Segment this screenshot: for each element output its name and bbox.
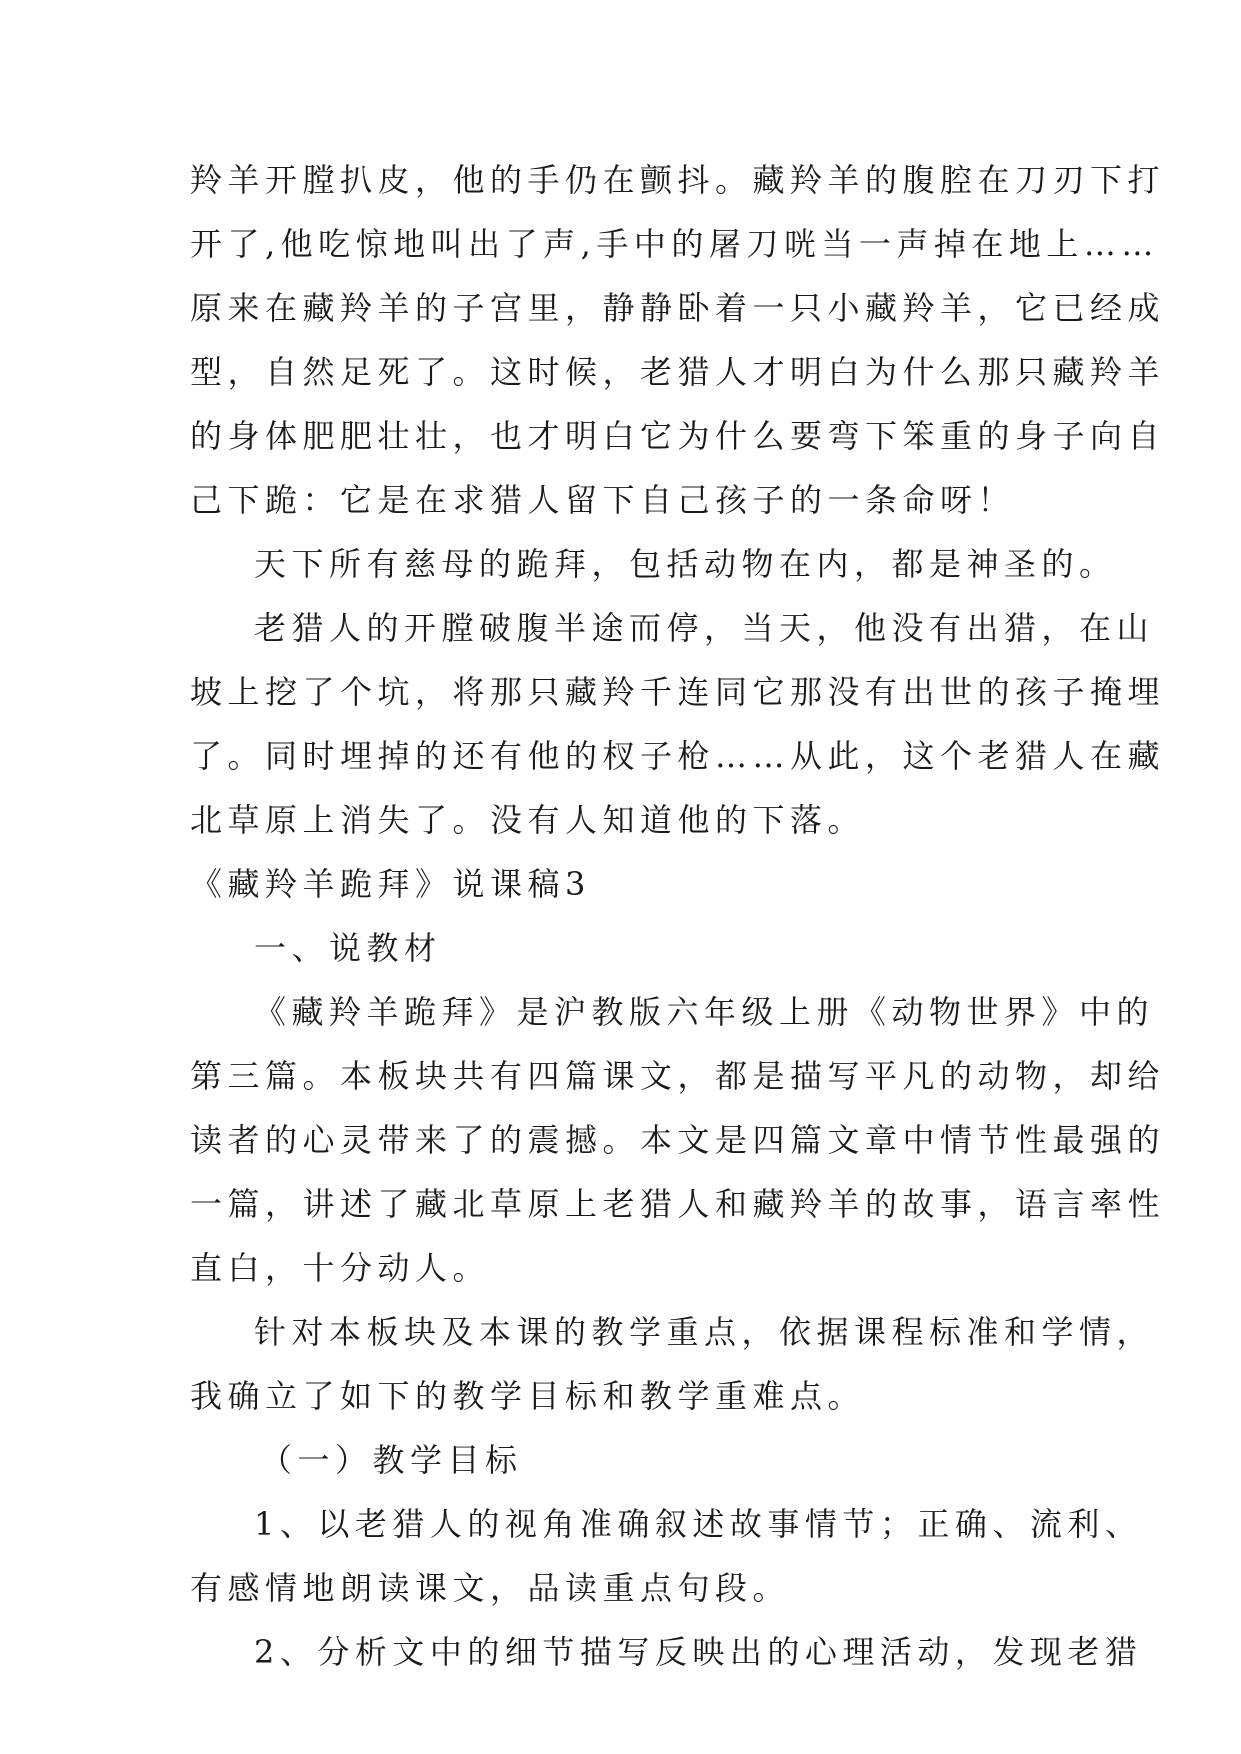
text-line-19: 针对本板块及本课的教学重点，依据课程标准和学情， [254, 1313, 1155, 1351]
text-line-6: 己下跪：它是在求猎人留下自己孩子的一条命呀！ [190, 481, 1016, 519]
text-line-15: 第三篇。本板块共有四篇课文，都是描写平凡的动物，却给 [190, 1057, 1166, 1095]
section-heading: 《藏羚羊跪拜》说课稿3 [190, 865, 591, 903]
text-line-5: 的身体肥肥壮壮，也才明白它为什么要弯下笨重的身子向自 [190, 417, 1166, 455]
text-line-11: 北草原上消失了。没有人知道他的下落。 [190, 801, 866, 839]
text-line-17: 一篇，讲述了藏北草原上老猎人和藏羚羊的故事，语言率性 [190, 1185, 1166, 1223]
text-line-1: 羚羊开膛扒皮，他的手仍在颤抖。藏羚羊的腹腔在刀刃下打 [190, 161, 1166, 199]
text-line-16: 读者的心灵带来了的震撼。本文是四篇文章中情节性最强的 [190, 1121, 1166, 1159]
text-line-23: 有感情地朗读课文，品读重点句段。 [190, 1569, 791, 1607]
text-line-4: 型，自然足死了。这时候，老猎人才明白为什么那只藏羚羊 [190, 353, 1166, 391]
text-line-8: 老猎人的开膛破腹半途而停，当天，他没有出猎，在山 [254, 609, 1155, 647]
text-line-14: 《藏羚羊跪拜》是沪教版六年级上册《动物世界》中的 [254, 993, 1155, 1031]
subsection-heading: 一、说教材 [254, 929, 442, 967]
text-line-10: 了。同时埋掉的还有他的杈子枪……从此，这个老猎人在藏 [190, 737, 1166, 775]
text-line-20: 我确立了如下的教学目标和教学重难点。 [190, 1377, 866, 1415]
text-line-24: 2、分析文中的细节描写反映出的心理活动，发现老猎 [254, 1633, 1143, 1671]
text-line-3: 原来在藏羚羊的子宫里，静静卧着一只小藏羚羊，它已经成 [190, 289, 1166, 327]
text-line-2: 开了,他吃惊地叫出了声,手中的屠刀咣当一声掉在地上…… [190, 225, 1159, 263]
teaching-goals-heading: （一）教学目标 [260, 1441, 523, 1479]
text-line-18: 直白，十分动人。 [190, 1249, 491, 1287]
text-line-9: 坡上挖了个坑，将那只藏羚千连同它那没有出世的孩子掩埋 [190, 673, 1166, 711]
text-line-22: 1、以老猎人的视角准确叙述故事情节；正确、流利、 [254, 1505, 1143, 1543]
text-line-7: 天下所有慈母的跪拜，包括动物在内，都是神圣的。 [254, 545, 1117, 583]
document-body [190, 148, 1166, 1684]
